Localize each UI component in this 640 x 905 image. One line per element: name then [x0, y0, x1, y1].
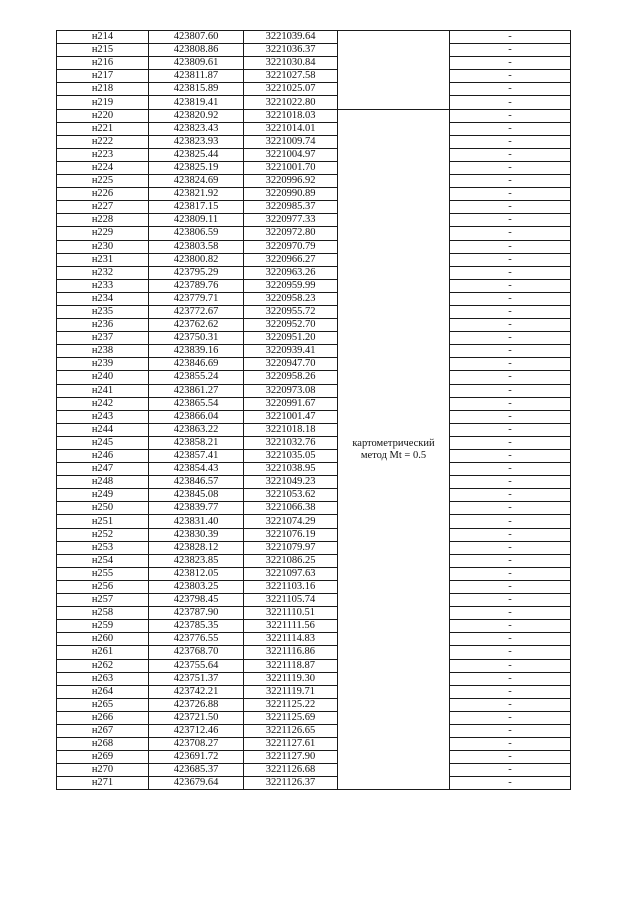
- point-id-cell: н225: [57, 175, 149, 188]
- table-row: [57, 580, 571, 593]
- x-coordinate-cell: 423807.60: [149, 31, 244, 44]
- y-coordinate-cell: 3220990.89: [244, 188, 338, 201]
- x-coordinate-cell: 423820.92: [149, 109, 244, 122]
- y-coordinate-cell: 3221074.29: [244, 515, 338, 528]
- x-coordinate-cell: 423708.27: [149, 738, 244, 751]
- x-coordinate-cell: 423855.24: [149, 371, 244, 384]
- point-id-cell: н219: [57, 96, 149, 109]
- point-id-cell: н256: [57, 580, 149, 593]
- x-coordinate-cell: 423803.58: [149, 240, 244, 253]
- y-coordinate-cell: 3221111.56: [244, 620, 338, 633]
- table-row: [57, 371, 571, 384]
- table-row: [57, 423, 571, 436]
- dash-cell: -: [450, 476, 571, 489]
- dash-cell: -: [450, 214, 571, 227]
- point-id-cell: н259: [57, 620, 149, 633]
- point-id-cell: н222: [57, 135, 149, 148]
- table-row: [57, 96, 571, 109]
- dash-cell: -: [450, 528, 571, 541]
- dash-cell: -: [450, 292, 571, 305]
- dash-cell: -: [450, 332, 571, 345]
- point-id-cell: н242: [57, 397, 149, 410]
- table-row: [57, 607, 571, 620]
- x-coordinate-cell: 423828.12: [149, 541, 244, 554]
- y-coordinate-cell: 3221086.25: [244, 554, 338, 567]
- table-row: [57, 240, 571, 253]
- dash-cell: -: [450, 371, 571, 384]
- point-id-cell: н237: [57, 332, 149, 345]
- table-row: [57, 31, 571, 44]
- table-row: [57, 305, 571, 318]
- table-row: [57, 253, 571, 266]
- table-row: [57, 397, 571, 410]
- y-coordinate-cell: 3220973.08: [244, 384, 338, 397]
- x-coordinate-cell: 423825.19: [149, 161, 244, 174]
- y-coordinate-cell: 3221014.01: [244, 122, 338, 135]
- dash-cell: -: [450, 672, 571, 685]
- x-coordinate-cell: 423846.57: [149, 476, 244, 489]
- dash-cell: -: [450, 305, 571, 318]
- table-row: [57, 292, 571, 305]
- dash-cell: -: [450, 659, 571, 672]
- point-id-cell: н252: [57, 528, 149, 541]
- table-row: [57, 410, 571, 423]
- x-coordinate-cell: 423806.59: [149, 227, 244, 240]
- dash-cell: -: [450, 122, 571, 135]
- y-coordinate-cell: 3221116.86: [244, 646, 338, 659]
- table-row: [57, 227, 571, 240]
- coordinates-table-body: [57, 31, 571, 790]
- point-id-cell: н238: [57, 345, 149, 358]
- dash-cell: -: [450, 397, 571, 410]
- table-row: [57, 436, 571, 449]
- y-coordinate-cell: 3220977.33: [244, 214, 338, 227]
- y-coordinate-cell: 3221035.05: [244, 450, 338, 463]
- y-coordinate-cell: 3221125.69: [244, 711, 338, 724]
- y-coordinate-cell: 3220970.79: [244, 240, 338, 253]
- dash-cell: -: [450, 777, 571, 790]
- x-coordinate-cell: 423800.82: [149, 253, 244, 266]
- table-row: [57, 502, 571, 515]
- point-id-cell: н258: [57, 607, 149, 620]
- table-row: [57, 698, 571, 711]
- dash-cell: -: [450, 384, 571, 397]
- dash-cell: -: [450, 698, 571, 711]
- point-id-cell: н251: [57, 515, 149, 528]
- method-cell: [338, 109, 450, 790]
- table-row: [57, 332, 571, 345]
- point-id-cell: н214: [57, 31, 149, 44]
- y-coordinate-cell: 3221039.64: [244, 31, 338, 44]
- point-id-cell: н264: [57, 685, 149, 698]
- x-coordinate-cell: 423785.35: [149, 620, 244, 633]
- x-coordinate-cell: 423776.55: [149, 633, 244, 646]
- table-row: [57, 541, 571, 554]
- dash-cell: -: [450, 345, 571, 358]
- dash-cell: -: [450, 358, 571, 371]
- dash-cell: -: [450, 227, 571, 240]
- dash-cell: -: [450, 161, 571, 174]
- x-coordinate-cell: 423809.11: [149, 214, 244, 227]
- point-id-cell: н220: [57, 109, 149, 122]
- y-coordinate-cell: 3221097.63: [244, 567, 338, 580]
- y-coordinate-cell: 3221119.71: [244, 685, 338, 698]
- point-id-cell: н244: [57, 423, 149, 436]
- dash-cell: -: [450, 738, 571, 751]
- x-coordinate-cell: 423691.72: [149, 751, 244, 764]
- table-row: [57, 672, 571, 685]
- x-coordinate-cell: 423779.71: [149, 292, 244, 305]
- table-row: [57, 554, 571, 567]
- x-coordinate-cell: 423787.90: [149, 607, 244, 620]
- y-coordinate-cell: 3221127.61: [244, 738, 338, 751]
- point-id-cell: н269: [57, 751, 149, 764]
- point-id-cell: н265: [57, 698, 149, 711]
- y-coordinate-cell: 3221126.68: [244, 764, 338, 777]
- y-coordinate-cell: 3220963.26: [244, 266, 338, 279]
- table-row: [57, 659, 571, 672]
- x-coordinate-cell: 423795.29: [149, 266, 244, 279]
- dash-cell: -: [450, 201, 571, 214]
- point-id-cell: н243: [57, 410, 149, 423]
- x-coordinate-cell: 423830.39: [149, 528, 244, 541]
- x-coordinate-cell: 423839.16: [149, 345, 244, 358]
- y-coordinate-cell: 3221004.97: [244, 148, 338, 161]
- x-coordinate-cell: 423861.27: [149, 384, 244, 397]
- dash-cell: -: [450, 410, 571, 423]
- table-row: [57, 764, 571, 777]
- point-id-cell: н218: [57, 83, 149, 96]
- dash-cell: -: [450, 44, 571, 57]
- y-coordinate-cell: 3221001.70: [244, 161, 338, 174]
- table-row: [57, 358, 571, 371]
- table-row: [57, 567, 571, 580]
- dash-cell: -: [450, 279, 571, 292]
- dash-cell: -: [450, 580, 571, 593]
- y-coordinate-cell: 3221030.84: [244, 57, 338, 70]
- dash-cell: -: [450, 436, 571, 449]
- x-coordinate-cell: 423768.70: [149, 646, 244, 659]
- point-id-cell: н226: [57, 188, 149, 201]
- table-row: [57, 345, 571, 358]
- point-id-cell: н223: [57, 148, 149, 161]
- point-id-cell: н228: [57, 214, 149, 227]
- table-row: [57, 266, 571, 279]
- dash-cell: -: [450, 188, 571, 201]
- y-coordinate-cell: 3220951.20: [244, 332, 338, 345]
- table-row: [57, 463, 571, 476]
- table-row: [57, 188, 571, 201]
- y-coordinate-cell: 3220959.99: [244, 279, 338, 292]
- x-coordinate-cell: 423726.88: [149, 698, 244, 711]
- table-row: [57, 594, 571, 607]
- y-coordinate-cell: 3221118.87: [244, 659, 338, 672]
- x-coordinate-cell: 423823.43: [149, 122, 244, 135]
- table-row: [57, 711, 571, 724]
- x-coordinate-cell: 423751.37: [149, 672, 244, 685]
- table-row: [57, 450, 571, 463]
- dash-cell: -: [450, 423, 571, 436]
- dash-cell: -: [450, 175, 571, 188]
- point-id-cell: н261: [57, 646, 149, 659]
- y-coordinate-cell: 3221110.51: [244, 607, 338, 620]
- x-coordinate-cell: 423685.37: [149, 764, 244, 777]
- point-id-cell: н241: [57, 384, 149, 397]
- x-coordinate-cell: 423750.31: [149, 332, 244, 345]
- y-coordinate-cell: 3221076.19: [244, 528, 338, 541]
- table-row: [57, 57, 571, 70]
- point-id-cell: н247: [57, 463, 149, 476]
- dash-cell: -: [450, 554, 571, 567]
- y-coordinate-cell: 3220972.80: [244, 227, 338, 240]
- dash-cell: -: [450, 515, 571, 528]
- table-row: [57, 279, 571, 292]
- table-row: [57, 633, 571, 646]
- x-coordinate-cell: 423721.50: [149, 711, 244, 724]
- table-row: [57, 135, 571, 148]
- dash-cell: -: [450, 83, 571, 96]
- y-coordinate-cell: 3221125.22: [244, 698, 338, 711]
- point-id-cell: н245: [57, 436, 149, 449]
- x-coordinate-cell: 423857.41: [149, 450, 244, 463]
- dash-cell: -: [450, 567, 571, 580]
- point-id-cell: н260: [57, 633, 149, 646]
- point-id-cell: н239: [57, 358, 149, 371]
- table-row: [57, 201, 571, 214]
- y-coordinate-cell: 3221103.16: [244, 580, 338, 593]
- dash-cell: -: [450, 148, 571, 161]
- dash-cell: -: [450, 685, 571, 698]
- y-coordinate-cell: 3221114.83: [244, 633, 338, 646]
- y-coordinate-cell: 3220939.41: [244, 345, 338, 358]
- x-coordinate-cell: 423821.92: [149, 188, 244, 201]
- point-id-cell: н240: [57, 371, 149, 384]
- table-row: [57, 83, 571, 96]
- x-coordinate-cell: 423789.76: [149, 279, 244, 292]
- coordinates-table: [56, 30, 571, 790]
- y-coordinate-cell: 3221053.62: [244, 489, 338, 502]
- x-coordinate-cell: 423825.44: [149, 148, 244, 161]
- y-coordinate-cell: 3221126.37: [244, 777, 338, 790]
- point-id-cell: н231: [57, 253, 149, 266]
- point-id-cell: н234: [57, 292, 149, 305]
- table-row: [57, 489, 571, 502]
- point-id-cell: н229: [57, 227, 149, 240]
- x-coordinate-cell: 423803.25: [149, 580, 244, 593]
- y-coordinate-cell: 3221126.65: [244, 724, 338, 737]
- x-coordinate-cell: 423866.04: [149, 410, 244, 423]
- point-id-cell: н232: [57, 266, 149, 279]
- x-coordinate-cell: 423846.69: [149, 358, 244, 371]
- point-id-cell: н254: [57, 554, 149, 567]
- table-row: [57, 214, 571, 227]
- x-coordinate-cell: 423854.43: [149, 463, 244, 476]
- dash-cell: -: [450, 319, 571, 332]
- table-row: [57, 738, 571, 751]
- method-label-line2: метод Mt = 0.5: [360, 449, 427, 461]
- x-coordinate-cell: 423831.40: [149, 515, 244, 528]
- y-coordinate-cell: 3220996.92: [244, 175, 338, 188]
- x-coordinate-cell: 423762.62: [149, 319, 244, 332]
- method-cell-empty: [338, 31, 450, 110]
- x-coordinate-cell: 423817.15: [149, 201, 244, 214]
- point-id-cell: н217: [57, 70, 149, 83]
- point-id-cell: н253: [57, 541, 149, 554]
- y-coordinate-cell: 3220991.67: [244, 397, 338, 410]
- dash-cell: -: [450, 253, 571, 266]
- y-coordinate-cell: 3220958.23: [244, 292, 338, 305]
- table-row: [57, 777, 571, 790]
- point-id-cell: н255: [57, 567, 149, 580]
- dash-cell: -: [450, 711, 571, 724]
- y-coordinate-cell: 3221022.80: [244, 96, 338, 109]
- y-coordinate-cell: 3221025.07: [244, 83, 338, 96]
- table-row: [57, 175, 571, 188]
- x-coordinate-cell: 423811.87: [149, 70, 244, 83]
- point-id-cell: н236: [57, 319, 149, 332]
- point-id-cell: н246: [57, 450, 149, 463]
- x-coordinate-cell: 423863.22: [149, 423, 244, 436]
- table-row: [57, 724, 571, 737]
- table-row: [57, 44, 571, 57]
- y-coordinate-cell: 3221027.58: [244, 70, 338, 83]
- point-id-cell: н249: [57, 489, 149, 502]
- x-coordinate-cell: 423823.93: [149, 135, 244, 148]
- y-coordinate-cell: 3220952.70: [244, 319, 338, 332]
- point-id-cell: н230: [57, 240, 149, 253]
- x-coordinate-cell: 423815.89: [149, 83, 244, 96]
- table-row: [57, 685, 571, 698]
- x-coordinate-cell: 423823.85: [149, 554, 244, 567]
- y-coordinate-cell: 3220947.70: [244, 358, 338, 371]
- table-row: [57, 70, 571, 83]
- dash-cell: -: [450, 31, 571, 44]
- dash-cell: -: [450, 751, 571, 764]
- point-id-cell: н268: [57, 738, 149, 751]
- dash-cell: -: [450, 463, 571, 476]
- x-coordinate-cell: 423819.41: [149, 96, 244, 109]
- point-id-cell: н215: [57, 44, 149, 57]
- dash-cell: -: [450, 266, 571, 279]
- dash-cell: -: [450, 633, 571, 646]
- dash-cell: -: [450, 646, 571, 659]
- x-coordinate-cell: 423798.45: [149, 594, 244, 607]
- x-coordinate-cell: 423858.21: [149, 436, 244, 449]
- point-id-cell: н257: [57, 594, 149, 607]
- y-coordinate-cell: 3221018.03: [244, 109, 338, 122]
- dash-cell: -: [450, 450, 571, 463]
- y-coordinate-cell: 3221079.97: [244, 541, 338, 554]
- point-id-cell: н250: [57, 502, 149, 515]
- dash-cell: -: [450, 502, 571, 515]
- point-id-cell: н266: [57, 711, 149, 724]
- x-coordinate-cell: 423865.54: [149, 397, 244, 410]
- x-coordinate-cell: 423712.46: [149, 724, 244, 737]
- table-row: [57, 515, 571, 528]
- point-id-cell: н263: [57, 672, 149, 685]
- point-id-cell: н267: [57, 724, 149, 737]
- y-coordinate-cell: 3221009.74: [244, 135, 338, 148]
- table-row: [57, 476, 571, 489]
- point-id-cell: н248: [57, 476, 149, 489]
- y-coordinate-cell: 3221001.47: [244, 410, 338, 423]
- y-coordinate-cell: 3221038.95: [244, 463, 338, 476]
- x-coordinate-cell: 423839.77: [149, 502, 244, 515]
- table-row: [57, 384, 571, 397]
- y-coordinate-cell: 3221032.76: [244, 436, 338, 449]
- x-coordinate-cell: 423808.86: [149, 44, 244, 57]
- dash-cell: -: [450, 96, 571, 109]
- table-row: [57, 751, 571, 764]
- y-coordinate-cell: 3221105.74: [244, 594, 338, 607]
- table-row: [57, 122, 571, 135]
- x-coordinate-cell: 423812.05: [149, 567, 244, 580]
- dash-cell: -: [450, 541, 571, 554]
- y-coordinate-cell: 3221049.23: [244, 476, 338, 489]
- dash-cell: -: [450, 135, 571, 148]
- dash-cell: -: [450, 594, 571, 607]
- y-coordinate-cell: 3220958.26: [244, 371, 338, 384]
- dash-cell: -: [450, 57, 571, 70]
- dash-cell: -: [450, 240, 571, 253]
- dash-cell: -: [450, 489, 571, 502]
- point-id-cell: н235: [57, 305, 149, 318]
- y-coordinate-cell: 3221127.90: [244, 751, 338, 764]
- x-coordinate-cell: 423755.64: [149, 659, 244, 672]
- point-id-cell: н227: [57, 201, 149, 214]
- x-coordinate-cell: 423809.61: [149, 57, 244, 70]
- point-id-cell: н262: [57, 659, 149, 672]
- point-id-cell: н221: [57, 122, 149, 135]
- point-id-cell: н233: [57, 279, 149, 292]
- x-coordinate-cell: 423824.69: [149, 175, 244, 188]
- point-id-cell: н270: [57, 764, 149, 777]
- table-row: [57, 109, 571, 122]
- point-id-cell: н216: [57, 57, 149, 70]
- table-row: [57, 148, 571, 161]
- dash-cell: -: [450, 607, 571, 620]
- table-row: [57, 620, 571, 633]
- dash-cell: -: [450, 109, 571, 122]
- dash-cell: -: [450, 724, 571, 737]
- y-coordinate-cell: 3221066.38: [244, 502, 338, 515]
- y-coordinate-cell: 3221018.18: [244, 423, 338, 436]
- x-coordinate-cell: 423679.64: [149, 777, 244, 790]
- x-coordinate-cell: 423845.08: [149, 489, 244, 502]
- table-row: [57, 528, 571, 541]
- x-coordinate-cell: 423772.67: [149, 305, 244, 318]
- y-coordinate-cell: 3221119.30: [244, 672, 338, 685]
- y-coordinate-cell: 3220985.37: [244, 201, 338, 214]
- x-coordinate-cell: 423742.21: [149, 685, 244, 698]
- y-coordinate-cell: 3220955.72: [244, 305, 338, 318]
- dash-cell: -: [450, 620, 571, 633]
- table-row: [57, 161, 571, 174]
- point-id-cell: н271: [57, 777, 149, 790]
- dash-cell: -: [450, 70, 571, 83]
- table-row: [57, 319, 571, 332]
- y-coordinate-cell: 3221036.37: [244, 44, 338, 57]
- point-id-cell: н224: [57, 161, 149, 174]
- table-row: [57, 646, 571, 659]
- method-label-line1: картометрический: [352, 437, 435, 449]
- dash-cell: -: [450, 764, 571, 777]
- y-coordinate-cell: 3220966.27: [244, 253, 338, 266]
